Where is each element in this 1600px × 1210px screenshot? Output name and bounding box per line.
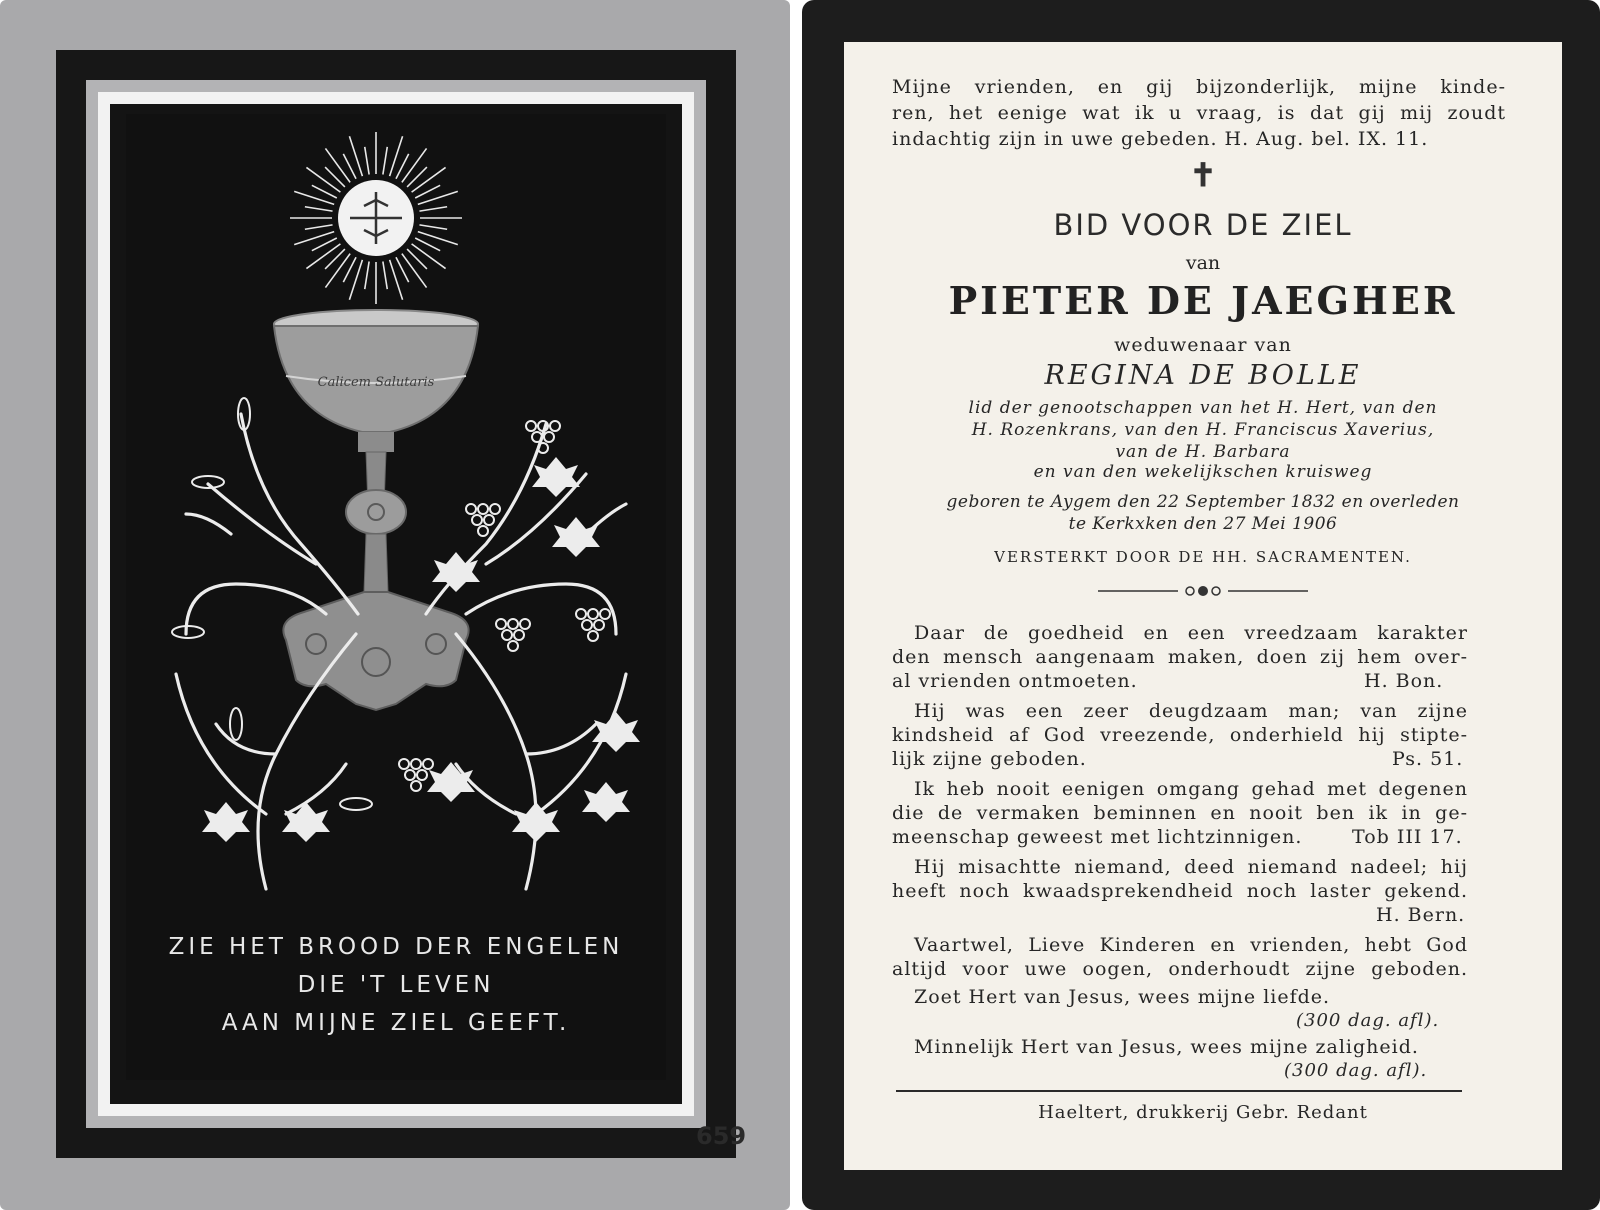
paragraph-4-line-1: Hij misachtte niemand, deed niemand nadeel; hij [914,856,1468,878]
paragraph-2-line-3: lijk zijne geboden. [892,748,1087,770]
verse-line-1: ZIE HET BROOD DER ENGELEN [168,934,624,960]
paragraph-4-source: H. Bern. [1376,904,1466,926]
paragraph-3-line-2: die de vermaken beminnen en nooit ben ik in ge- [892,802,1468,824]
paragraph-5-line-2: altijd voor uwe oogen, onderhoudt zijne geboden. [892,958,1468,980]
paragraph-1-line-1: Daar de goedheid en een vreedzaam karakter [914,622,1468,644]
image-panel [126,114,666,1080]
paragraph-5-line-1: Vaartwel, Lieve Kinderen en vrienden, hebt God [914,934,1468,956]
sacraments-line: VERSTERKT DOOR DE HH. SACRAMENTEN. [994,548,1412,566]
epigraph-line-3: indachtig zijn in uwe gebeden. H. Aug. bel. IX. 11. [892,128,1429,150]
van-label: van [1185,252,1221,274]
membership-line-1: lid der genootschappen van het H. Hert, van den [968,398,1438,418]
prayer-1-text: Zoet Hert van Jesus, wees mijne liefde. [914,986,1331,1008]
footer-divider [896,1090,1462,1092]
paragraph-2-line-1: Hij was een zeer deugdzaam man; van zijne [914,700,1468,722]
ornament-divider-icon [1098,582,1308,600]
paragraph-3-line-3: meenschap geweest met lichtzinnigen. [892,826,1303,848]
heading: BID VOOR DE ZIEL [1053,208,1353,242]
epigraph-line-2: ren, het eenige wat ik u vraag, is dat gij mij zoudt [892,102,1506,124]
cross-icon: ✝ [1189,156,1217,194]
dates-line-1: geboren te Aygem den 22 September 1832 en overleden [946,492,1460,512]
prayer-1-indulgence: (300 dag. afl). [1296,1010,1440,1031]
prayer-2-text: Minnelijk Hert van Jesus, wees mijne zaligheid. [914,1036,1419,1058]
epigraph-line-1: Mijne vrienden, en gij bijzonderlijk, mijne kinde- [892,76,1506,98]
paragraph-3-source: Tob III 17. [1352,826,1463,848]
chalice-icon [274,310,478,710]
prayer-2-indulgence: (300 dag. afl). [1284,1060,1428,1081]
paragraph-1-source: H. Bon. [1364,670,1444,692]
paragraph-1-line-2: den mensch aangenaam maken, doen zij hem over- [892,646,1468,668]
text-panel [844,42,1562,1170]
spouse-name: REGINA DE BOLLE [1044,360,1362,391]
front-card [0,0,790,1210]
paragraph-4-line-2: heeft noch kwaadsprekendheid noch laster gekend. [892,880,1468,902]
chalice-inscription: Calicem Salutaris [317,375,435,390]
card-number: 659 [696,1122,747,1150]
membership-line-4: en van den wekelijkschen kruisweg [1033,462,1373,482]
deceased-name: PIETER DE JAEGHER [948,278,1458,323]
membership-line-2: H. Rozenkrans, van den H. Franciscus Xaverius, [971,420,1435,440]
paragraph-3-line-1: Ik heb nooit eenigen omgang gehad met degenen [914,778,1468,800]
paragraph-2-line-2: kindsheid af God vreezende, onderhield hij stipte- [892,724,1468,746]
verse-line-2: DIE 'T LEVEN [297,972,495,998]
verse-line-3: AAN MIJNE ZIEL GEEFT. [221,1010,571,1036]
dates-line-2: te Kerkxken den 27 Mei 1906 [1068,514,1338,534]
membership-line-3: van de H. Barbara [1115,442,1291,462]
widower-label: weduwenaar van [1114,334,1292,356]
printer-line: Haeltert, drukkerij Gebr. Redant [1038,1102,1368,1123]
paragraph-2-source: Ps. 51. [1392,748,1464,770]
paragraph-1-line-3: al vrienden ontmoeten. [892,670,1138,692]
chalice-illustration [126,114,666,934]
back-card [802,0,1600,1210]
